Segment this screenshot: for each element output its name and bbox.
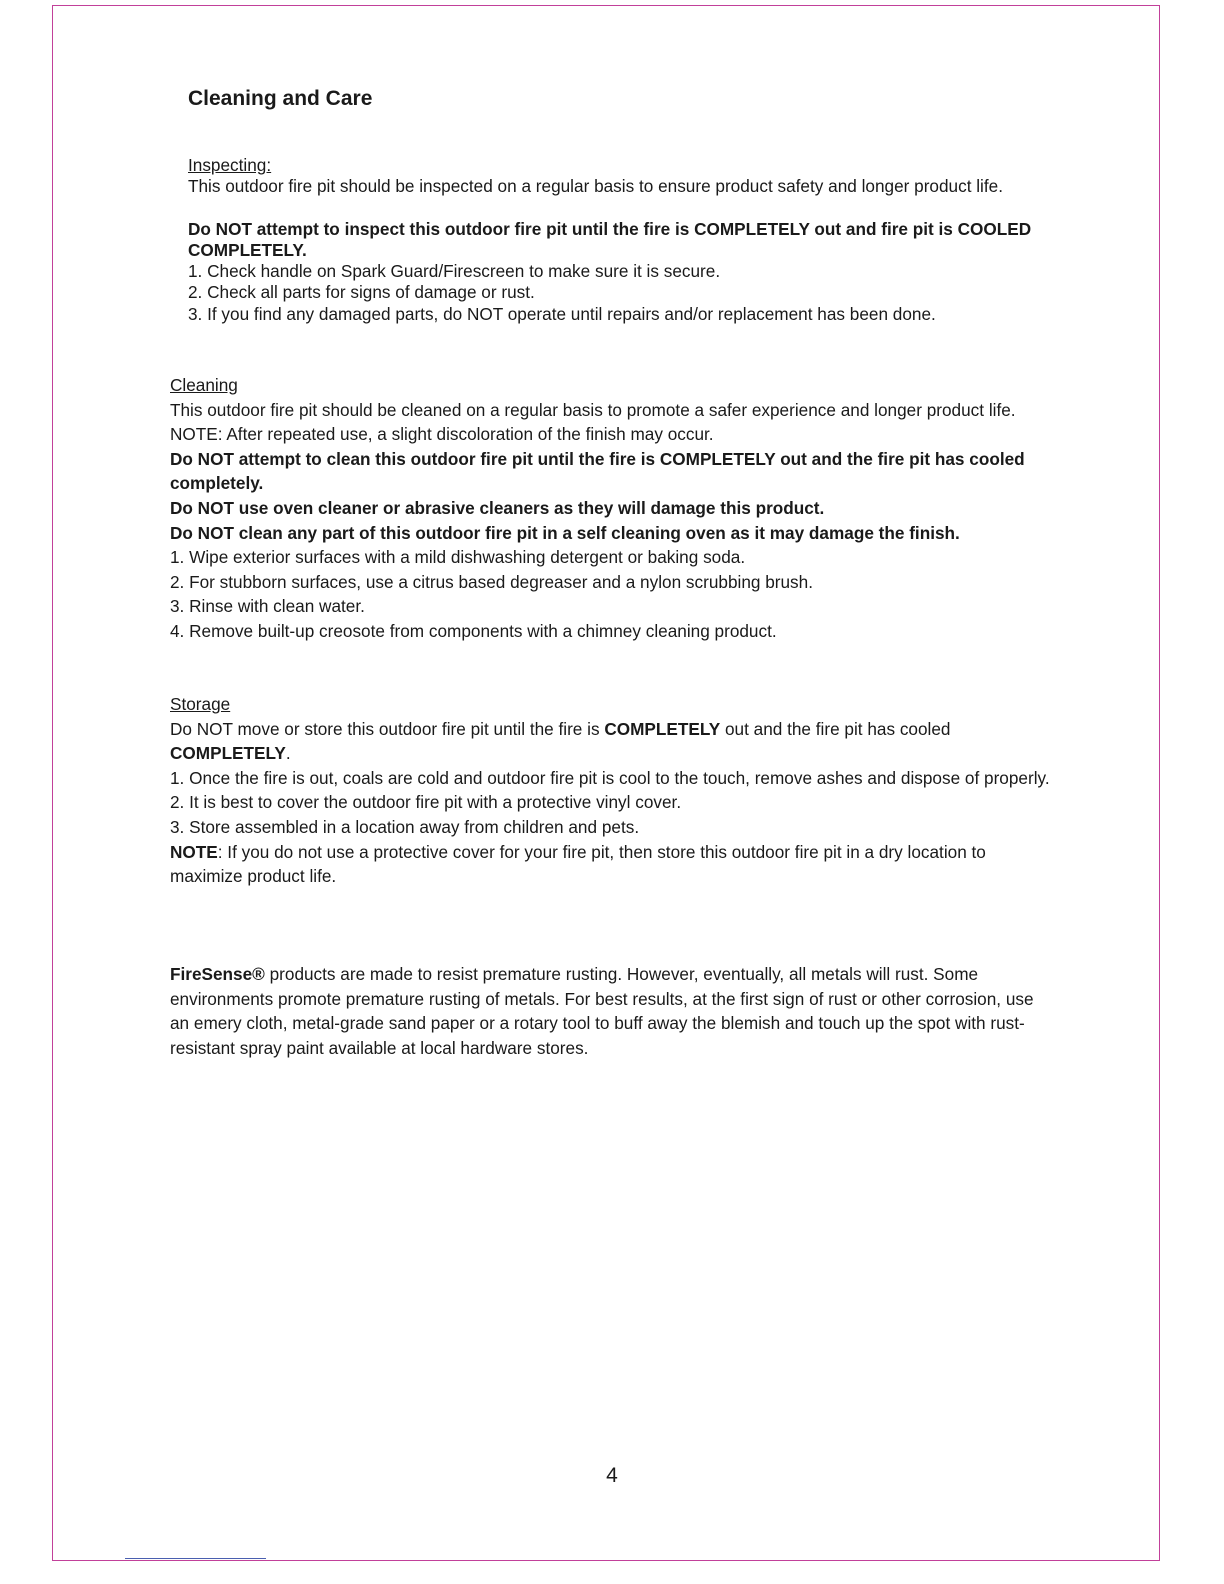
cleaning-step: 2. For stubborn surfaces, use a citrus based degreaser and a nylon scrubbing brush. bbox=[170, 571, 813, 592]
inspecting-step: 2. Check all parts for signs of damage or rust. bbox=[188, 282, 535, 303]
inspecting-intro: This outdoor fire pit should be inspected on a regular basis to ensure product safety and longer product life. bbox=[188, 176, 1003, 197]
cleaning-step: 4. Remove built-up creosote from components with a chimney cleaning product. bbox=[170, 620, 777, 641]
cleaning-warning: Do NOT clean any part of this outdoor fire pit in a self cleaning oven as it may damage the finish. bbox=[170, 522, 960, 543]
cleaning-step: 3. Rinse with clean water. bbox=[170, 596, 365, 617]
page-title: Cleaning and Care bbox=[188, 87, 373, 110]
storage-note: NOTE: If you do not use a protective cover for your fire pit, then store this outdoor fire pit in a dry location to maximize product life. bbox=[170, 841, 986, 887]
storage-section bbox=[170, 692, 1050, 889]
cleaning-warning: Do NOT attempt to clean this outdoor fire pit until the fire is COMPLETELY out and the fire pit has cooled completely. bbox=[170, 448, 1025, 494]
page-number: 4 bbox=[606, 1464, 618, 1487]
inspecting-step: 3. If you find any damaged parts, do NOT operate until repairs and/or replacement has been done. bbox=[188, 303, 936, 324]
inspecting-heading: Inspecting: bbox=[188, 155, 272, 175]
rust-section bbox=[170, 962, 1050, 1060]
storage-heading: Storage bbox=[170, 694, 231, 714]
cleaning-section bbox=[170, 373, 1050, 644]
inspecting-warning: Do NOT attempt to inspect this outdoor fire pit until the fire is COMPLETELY out and fire pit is COOLED COMPLETELY. bbox=[188, 218, 1032, 260]
inspecting-step: 1. Check handle on Spark Guard/Firescreen to make sure it is secure. bbox=[188, 261, 721, 282]
rust-paragraph: FireSense® products are made to resist premature rusting. However, eventually, all metals will rust. Some environments promote premature rusting of metals. For best results, at the first sign of rust or other corrosion, use an emery cloth, metal-grade sand paper or a rotary tool to buff away the blemish and touch up the spot with rust-resistant spray paint available at local hardware stores. bbox=[170, 964, 1034, 1058]
cleaning-heading: Cleaning bbox=[170, 375, 238, 395]
storage-intro: Do NOT move or store this outdoor fire pit until the fire is COMPLETELY out and the fire pit has cooled COMPLETELY. bbox=[170, 718, 951, 764]
cleaning-warning: Do NOT use oven cleaner or abrasive cleaners as they will damage this product. bbox=[170, 497, 825, 518]
footnote-divider bbox=[125, 1558, 266, 1559]
cleaning-intro: This outdoor fire pit should be cleaned on a regular basis to promote a safer experience and longer product life. bbox=[170, 399, 1016, 420]
storage-step: 2. It is best to cover the outdoor fire pit with a protective vinyl cover. bbox=[170, 792, 682, 813]
storage-step: 1. Once the fire is out, coals are cold and outdoor fire pit is cool to the touch, remove ashes and dispose of properly. bbox=[170, 767, 1050, 788]
brand-name: FireSense® bbox=[170, 964, 265, 984]
inspecting-section bbox=[188, 155, 1048, 325]
cleaning-note: NOTE: After repeated use, a slight discoloration of the finish may occur. bbox=[170, 424, 714, 445]
cleaning-step: 1. Wipe exterior surfaces with a mild dishwashing detergent or baking soda. bbox=[170, 547, 746, 568]
storage-step: 3. Store assembled in a location away from children and pets. bbox=[170, 816, 640, 837]
